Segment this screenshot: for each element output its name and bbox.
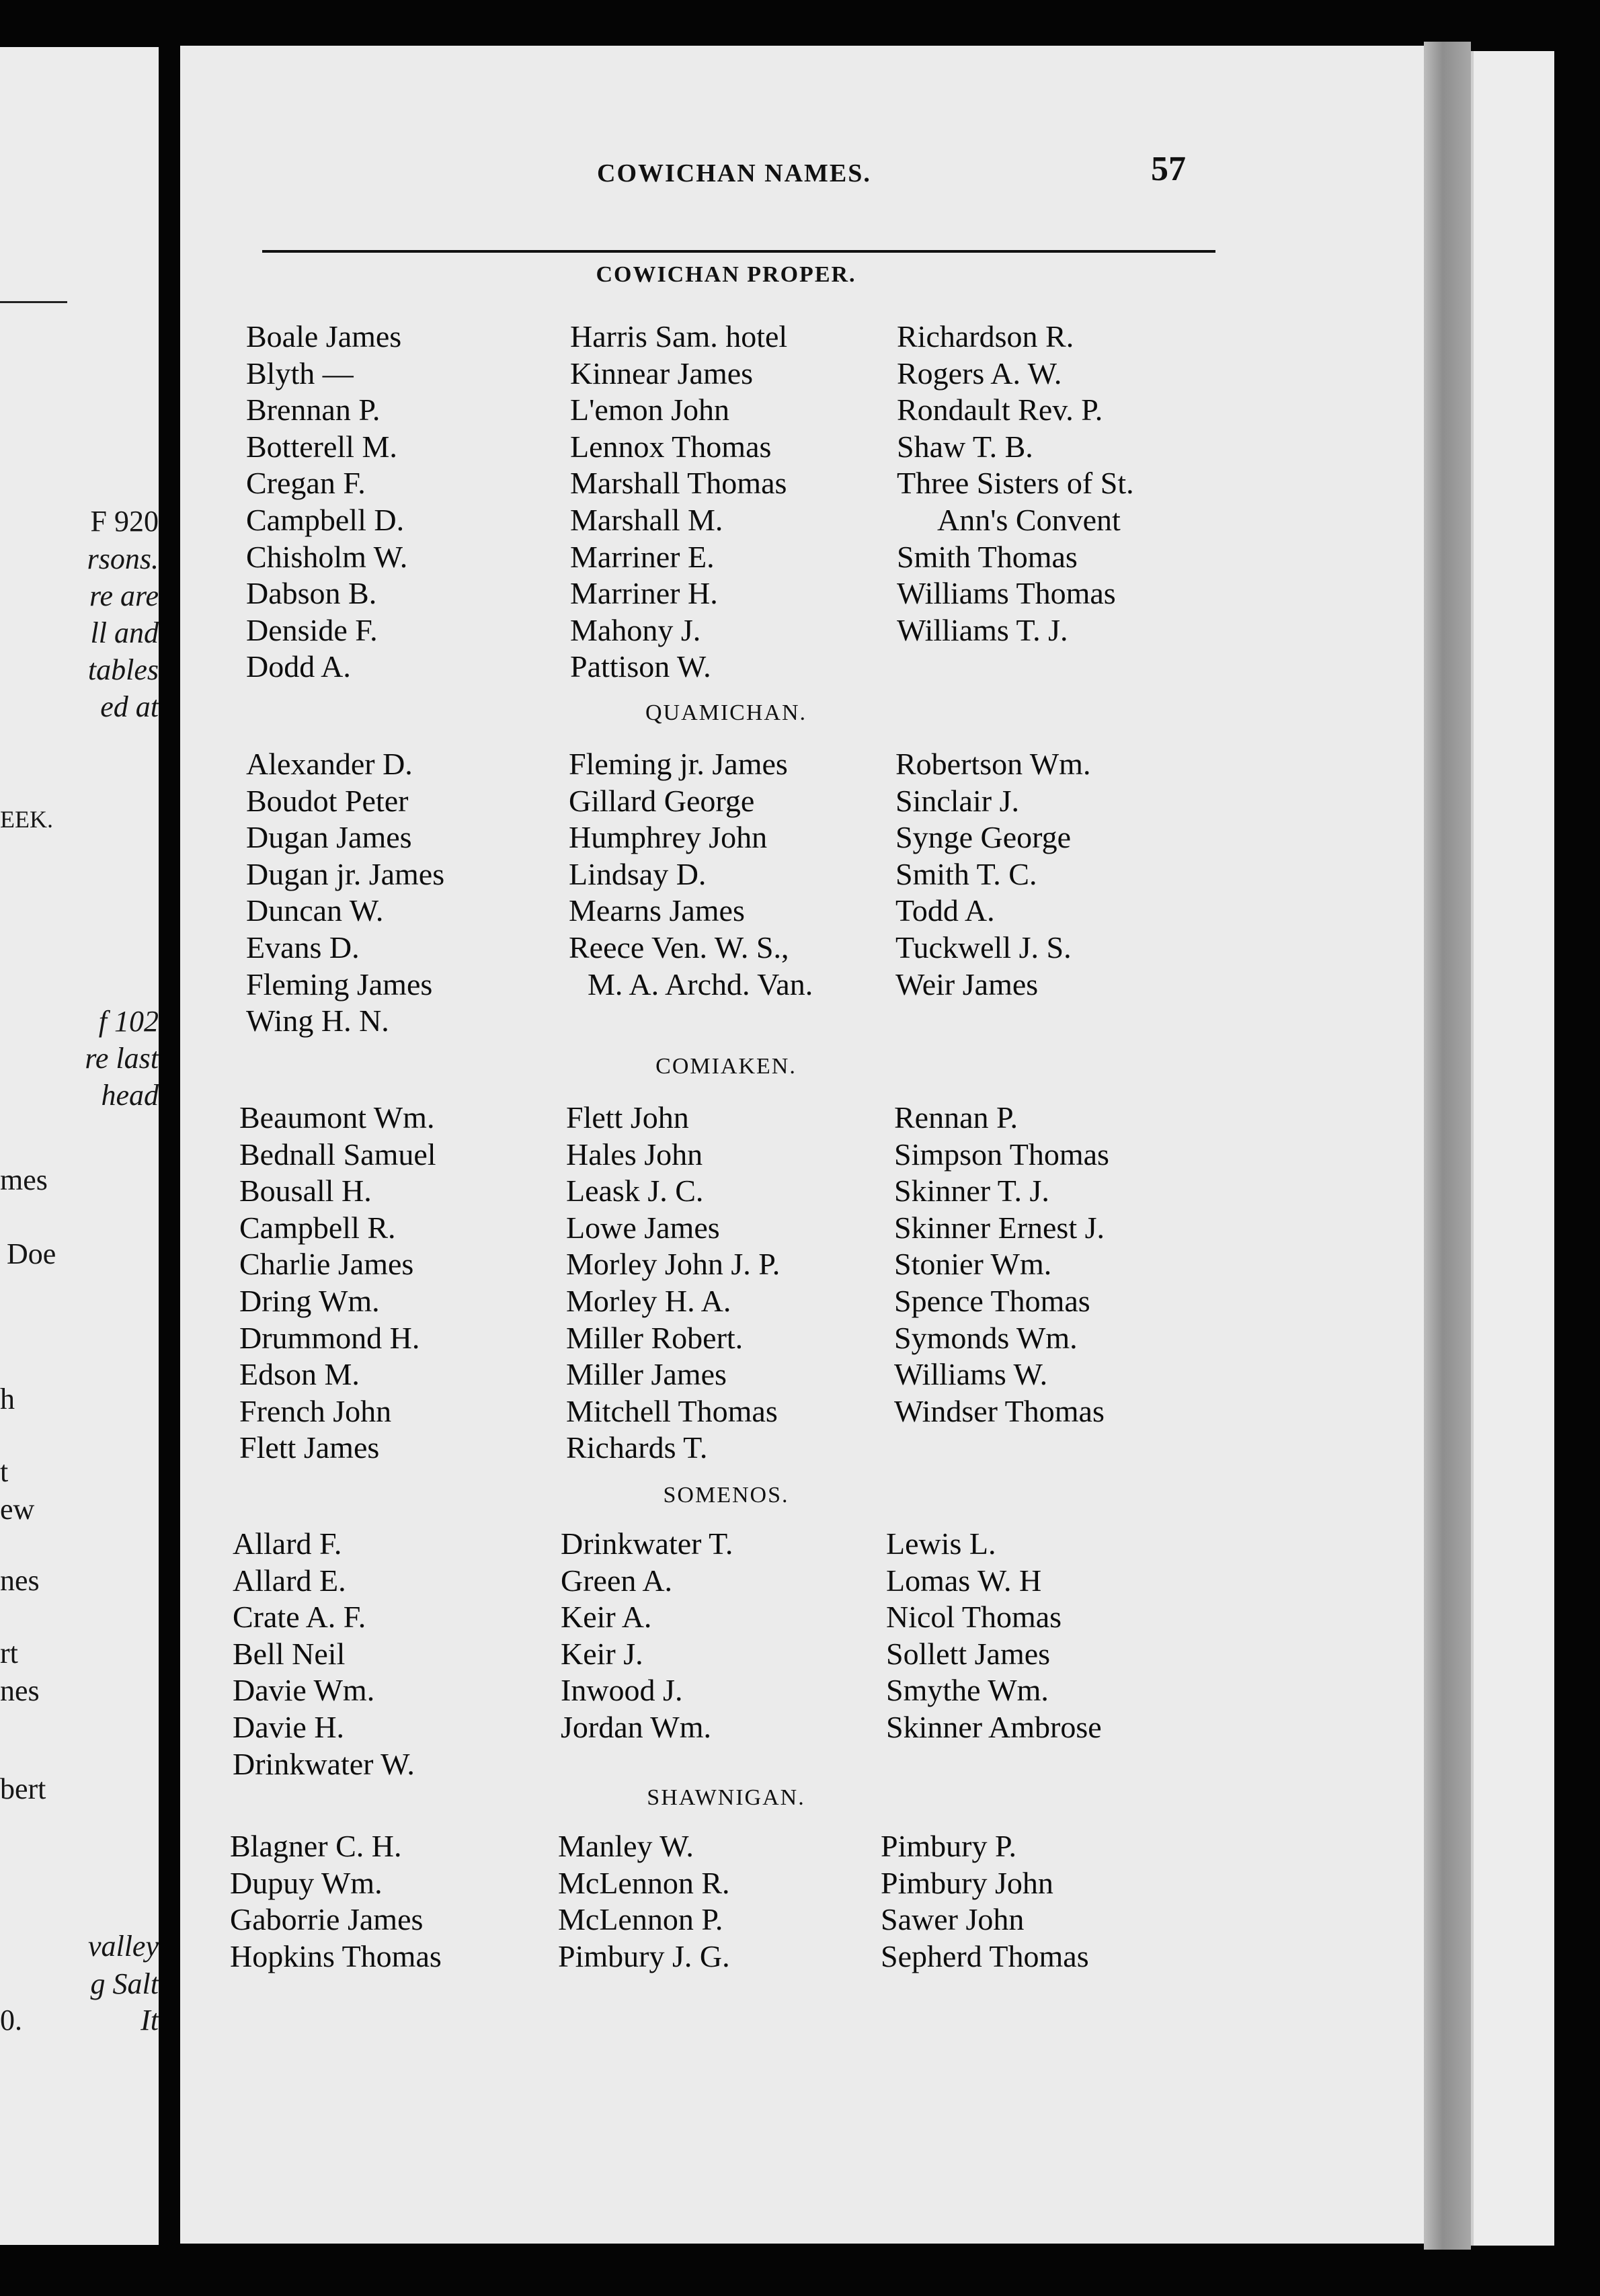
list-item: Dugan James <box>246 820 412 855</box>
list-item: Denside F. <box>246 612 378 647</box>
list-item: Miller Robert. <box>566 1320 744 1355</box>
name-column <box>239 1100 436 1467</box>
list-item: Lewis L. <box>886 1526 996 1561</box>
list-item: Flett John <box>566 1100 689 1135</box>
list-item: Gillard George <box>569 783 755 818</box>
list-item: Drummond H. <box>239 1320 420 1355</box>
name-column <box>881 1828 1089 1975</box>
list-item: Cregan F. <box>246 466 366 501</box>
running-head <box>0 149 1600 203</box>
list-item: Charlie James <box>239 1247 414 1282</box>
list-item: Stonier Wm. <box>894 1247 1052 1282</box>
list-item: Sepherd Thomas <box>881 1938 1089 1973</box>
list-item: Windser Thomas <box>894 1393 1105 1428</box>
list-item: Dodd A. <box>246 649 351 684</box>
list-item: Robertson Wm. <box>895 747 1091 781</box>
list-item: Marshall Thomas <box>570 466 787 501</box>
list-item: M. A. Archd. Van. <box>588 967 813 1001</box>
left-page-rule <box>0 301 67 303</box>
left-fragment: 0. <box>0 2004 22 2037</box>
list-item: Lindsay D. <box>569 856 707 891</box>
list-item: Rogers A. W. <box>897 356 1062 391</box>
list-item: Boudot Peter <box>246 783 409 818</box>
list-item: Flett James <box>239 1430 380 1465</box>
list-item: Keir J. <box>561 1636 643 1671</box>
name-column <box>558 1828 730 1975</box>
list-item: Marriner H. <box>570 576 718 611</box>
list-item: Marshall M. <box>570 502 723 537</box>
list-item: Lomas W. H <box>886 1563 1042 1598</box>
left-fragment: tables <box>87 653 159 686</box>
left-fragment: g Salt <box>90 1967 159 2000</box>
left-fragment: F 920 <box>90 505 159 538</box>
list-item: Miller James <box>566 1357 727 1392</box>
list-item: L'emon John <box>570 393 729 427</box>
list-item: Inwood J. <box>561 1673 683 1708</box>
list-item: Allard E. <box>233 1563 346 1598</box>
list-item: Smith Thomas <box>897 539 1078 574</box>
list-item: Simpson Thomas <box>894 1137 1109 1172</box>
list-item: Todd A. <box>895 893 995 928</box>
list-item: Wing H. N. <box>246 1003 389 1038</box>
previous-page-fragment <box>0 47 159 2245</box>
left-fragment: head <box>101 1079 159 1112</box>
list-item: Chisholm W. <box>246 539 408 574</box>
list-item: Symonds Wm. <box>894 1320 1078 1355</box>
page-gutter-shadow <box>1424 42 1471 2250</box>
list-item: Fleming James <box>246 967 433 1001</box>
name-column <box>566 1100 780 1467</box>
list-item: Shaw T. B. <box>897 429 1033 464</box>
section-title: COWICHAN PROPER. <box>596 262 856 287</box>
left-fragment: re last <box>85 1042 159 1075</box>
left-fragment: h <box>0 1383 15 1416</box>
list-item: Leask J. C. <box>566 1174 704 1208</box>
list-item: Botterell M. <box>246 429 397 464</box>
list-item: Jordan Wm. <box>561 1709 712 1744</box>
list-item: Synge George <box>895 820 1072 855</box>
list-item: Bell Neil <box>233 1636 346 1671</box>
left-fragment: ed at <box>100 690 159 723</box>
left-fragment: f 102 <box>98 1005 159 1038</box>
page-number: 57 <box>1151 150 1186 188</box>
left-fragment: rt <box>0 1637 18 1670</box>
list-item: Blyth — <box>246 356 354 391</box>
name-column <box>246 319 407 686</box>
left-fragment: nes <box>0 1564 40 1597</box>
list-item: Sinclair J. <box>895 783 1019 818</box>
list-item: Green A. <box>561 1563 673 1598</box>
list-item: Pimbury John <box>881 1865 1053 1900</box>
list-item: Pimbury P. <box>881 1829 1016 1863</box>
section-title: COMIAKEN. <box>655 1054 797 1079</box>
left-fragment: nes <box>0 1674 40 1707</box>
next-page-edge <box>1471 51 1554 2246</box>
section-title: QUAMICHAN. <box>645 700 807 725</box>
list-item: Manley W. <box>558 1829 694 1863</box>
list-item: Rondault Rev. P. <box>897 393 1103 427</box>
list-item: Skinner Ernest J. <box>894 1210 1105 1245</box>
left-fragment: mes <box>0 1163 48 1196</box>
list-item: Bousall H. <box>239 1174 372 1208</box>
list-item: Marriner E. <box>570 539 715 574</box>
header-rule <box>262 250 1215 253</box>
list-item: Campbell R. <box>239 1210 396 1245</box>
list-item: Blagner C. H. <box>230 1829 402 1863</box>
section-title: SOMENOS. <box>663 1483 789 1508</box>
list-item: Smith T. C. <box>895 856 1037 891</box>
left-fragment: rsons. <box>87 542 159 575</box>
list-item: Ann's Convent <box>937 502 1121 537</box>
left-fragment: Doe <box>7 1237 56 1270</box>
left-fragment: It <box>141 2004 159 2037</box>
list-item: Hales John <box>566 1137 703 1172</box>
list-item: Drinkwater T. <box>561 1526 733 1561</box>
list-item: Reece Ven. W. S., <box>569 930 789 965</box>
list-item: Humphrey John <box>569 820 768 855</box>
list-item: Fleming jr. James <box>569 747 788 781</box>
left-fragment: valley <box>87 1930 159 1963</box>
page-title: COWICHAN NAMES. <box>597 159 871 188</box>
list-item: Skinner Ambrose <box>886 1709 1102 1744</box>
name-column <box>233 1526 415 1782</box>
list-item: Lennox Thomas <box>570 429 772 464</box>
list-item: Bednall Samuel <box>239 1137 436 1172</box>
list-item: Edson M. <box>239 1357 360 1392</box>
list-item: Williams T. J. <box>897 612 1068 647</box>
list-item: Duncan W. <box>246 893 384 928</box>
left-fragment: t <box>0 1455 9 1488</box>
list-item: Richards T. <box>566 1430 708 1465</box>
list-item: Campbell D. <box>246 502 405 537</box>
section-title: SHAWNIGAN. <box>647 1785 805 1810</box>
left-fragment: EEK. <box>0 806 53 833</box>
list-item: Dugan jr. James <box>246 856 445 891</box>
name-column <box>894 1100 1109 1430</box>
list-item: Pattison W. <box>570 649 711 684</box>
list-item: Morley H. A. <box>566 1283 731 1318</box>
list-item: Evans D. <box>246 930 360 965</box>
list-item: Skinner T. J. <box>894 1174 1049 1208</box>
list-item: Tuckwell J. S. <box>895 930 1072 965</box>
list-item: Keir A. <box>561 1600 652 1635</box>
list-item: French John <box>239 1393 392 1428</box>
list-item: Spence Thomas <box>894 1283 1090 1318</box>
list-item: Richardson R. <box>897 319 1074 354</box>
list-item: Weir James <box>895 967 1039 1001</box>
left-fragment: re are <box>89 579 159 612</box>
left-fragment: ew <box>0 1493 35 1526</box>
list-item: Williams W. <box>894 1357 1048 1392</box>
list-item: Hopkins Thomas <box>230 1938 442 1973</box>
list-item: Three Sisters of St. <box>897 466 1134 501</box>
list-item: Smythe Wm. <box>886 1673 1049 1708</box>
list-item: Crate A. F. <box>233 1600 366 1635</box>
left-fragment: bert <box>0 1772 46 1805</box>
list-item: Rennan P. <box>894 1100 1018 1135</box>
list-item: McLennon P. <box>558 1902 723 1937</box>
list-item: Davie Wm. <box>233 1673 375 1708</box>
name-column <box>569 746 813 1003</box>
list-item: Mahony J. <box>570 612 701 647</box>
list-item: Allard F. <box>233 1526 342 1561</box>
list-item: Harris Sam. hotel <box>570 319 788 354</box>
list-item: Pimbury J. G. <box>558 1938 730 1973</box>
name-column <box>895 746 1090 1003</box>
list-item: Mitchell Thomas <box>566 1393 778 1428</box>
list-item: Beaumont Wm. <box>239 1100 435 1135</box>
list-item: Davie H. <box>233 1709 345 1744</box>
name-column <box>561 1526 733 1746</box>
list-item: Dring Wm. <box>239 1283 380 1318</box>
list-item: Sollett James <box>886 1636 1051 1671</box>
name-column <box>230 1828 442 1975</box>
list-item: Mearns James <box>569 893 745 928</box>
name-column <box>886 1526 1102 1746</box>
name-column <box>570 319 787 686</box>
list-item: Brennan P. <box>246 393 381 427</box>
list-item: Dupuy Wm. <box>230 1865 383 1900</box>
list-item: Alexander D. <box>246 747 413 781</box>
list-item: McLennon R. <box>558 1865 730 1900</box>
name-column <box>897 319 1134 649</box>
list-item: Boale James <box>246 319 402 354</box>
list-item: Kinnear James <box>570 356 754 391</box>
list-item: Lowe James <box>566 1210 720 1245</box>
name-column <box>246 746 444 1040</box>
left-fragment: ll and <box>90 616 159 649</box>
list-item: Williams Thomas <box>897 576 1116 611</box>
list-item: Drinkwater W. <box>233 1746 415 1781</box>
list-item: Sawer John <box>881 1902 1025 1937</box>
list-item: Dabson B. <box>246 576 377 611</box>
list-item: Morley John J. P. <box>566 1247 781 1282</box>
list-item: Nicol Thomas <box>886 1600 1062 1635</box>
list-item: Gaborrie James <box>230 1902 424 1937</box>
